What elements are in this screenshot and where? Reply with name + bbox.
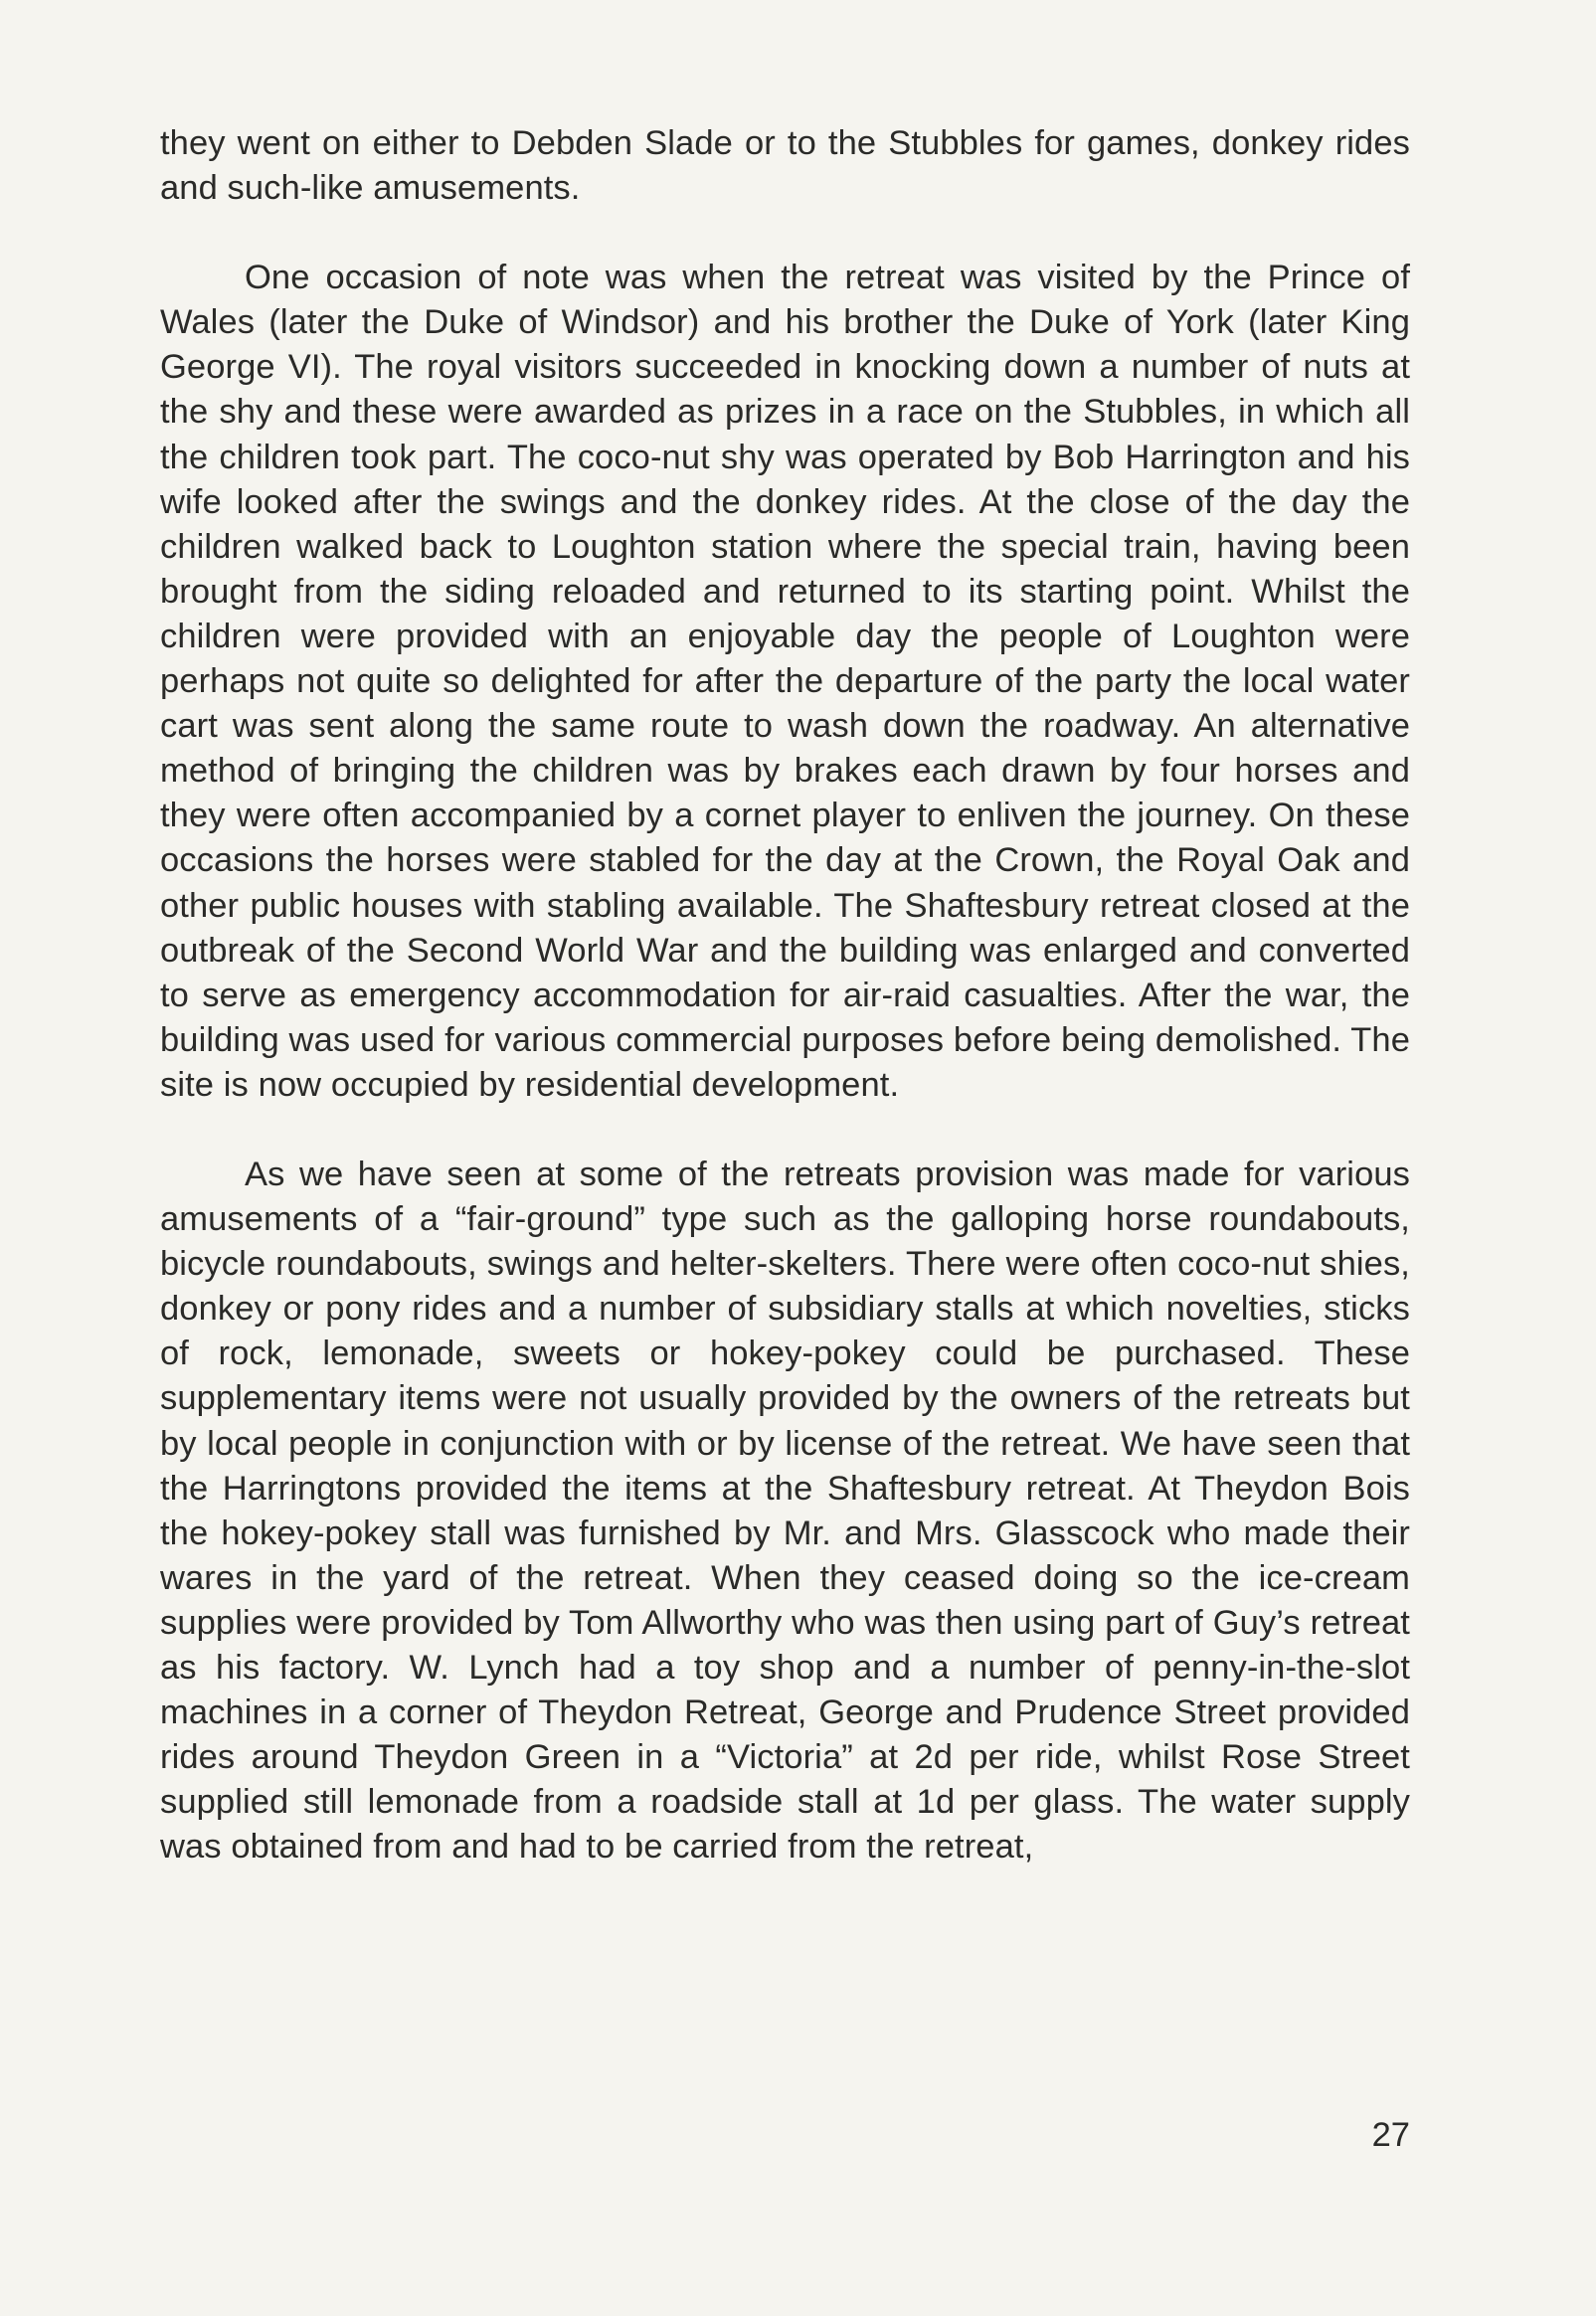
paragraph-royal-visit: One occasion of note was when the retreat was visited by the Prince of Wales (later the Duke of Windsor) and his brother the Duke of York (later King George VI). The royal visitors succeeded in knocking down a number of nuts at the shy and these were awarded as prizes in a race on the Stubbles, in which all the children took part. The coco-nut shy was operated by Bob Harrington and his wife looked after the swings and the donkey rides. At the close of the day the children walked back to Loughton station where the special train, having been brought from the siding reloaded and returned to its starting point. Whilst the children were provided with an enjoyable day the people of Loughton were perhaps not quite so delighted for after the departure of the party the local water cart was sent along the same route to wash down the roadway. An alternative method of bringing the children was by brakes each drawn by four horses and they were often accompanied by a cornet player to enliven the journey. On these occasions the horses were stabled for the day at the Crown, the Royal Oak and other public houses with stabling available. The Shaftesbury retreat closed at the outbreak of the Second World War and the building was enlarged and converted to serve as emergency accommodation for air-raid casualties. After the war, the building was used for various commercial purposes before being demolished. The site is now occupied by residential development. xyxy=(160,259,1410,1104)
paragraph-continuation: they went on either to Debden Slade or to the Stubbles for games, donkey rides and such-like amusements. xyxy=(160,124,1410,208)
page-number: 27 xyxy=(1371,2116,1410,2154)
body-text xyxy=(160,121,1410,1870)
paragraph-amusements: As we have seen at some of the retreats provision was made for various amusements of a “fair-ground” type such as the galloping horse roundabouts, bicycle roundabouts, swings and helter-skelters. There were often coco-nut shies, donkey or pony rides and a number of subsidiary stalls at which novelties, sticks of rock, lemonade, sweets or hokey-pokey could be purchased. These supplementary items were not usually provided by the owners of the retreats but by local people in conjunction with or by license of the retreat. We have seen that the Harringtons provided the items at the Shaftesbury retreat. At Theydon Bois the hokey-pokey stall was furnished by Mr. and Mrs. Glasscock who made their wares in the yard of the retreat. When they ceased doing so the ice-cream supplies were provided by Tom Allworthy who was then using part of Guy’s retreat as his factory. W. Lynch had a toy shop and a number of penny-in-the-slot machines in a corner of Theydon Retreat, George and Prudence Street provided rides around Theydon Green in a “Victoria” at 2d per ride, whilst Rose Street supplied still lemonade from a roadside stall at 1d per glass. The water supply was obtained from and had to be carried from the retreat, xyxy=(160,1155,1410,1867)
paragraph-spacer xyxy=(160,1108,1410,1153)
paragraph-spacer xyxy=(160,211,1410,256)
